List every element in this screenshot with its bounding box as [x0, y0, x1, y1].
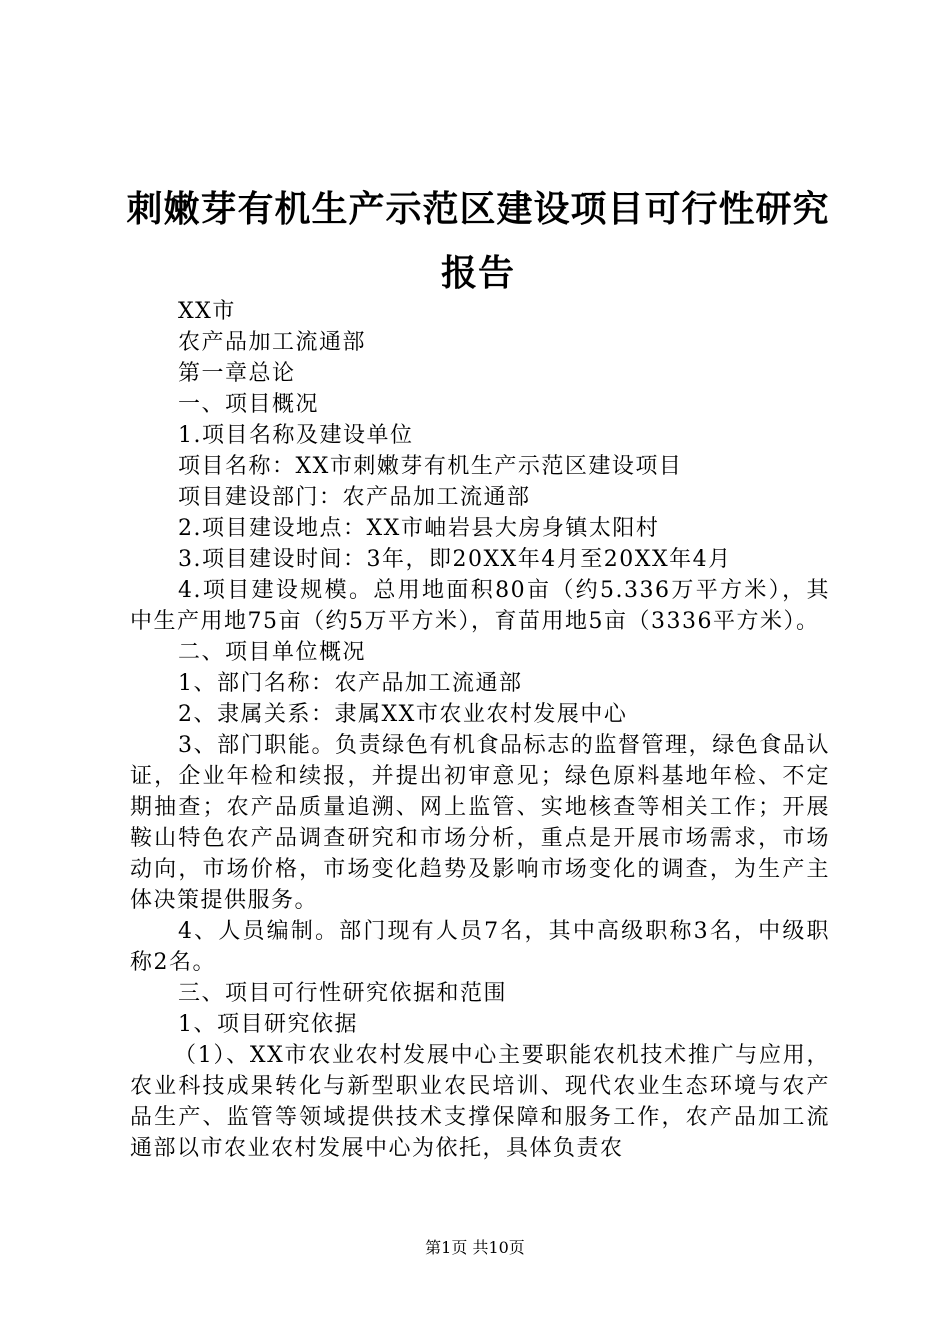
paragraph-project-scale: 4.项目建设规模。总用地面积80亩（约5.336万平方米），其中生产用地75亩（约5万平方米），育苗用地5亩（3336平方米）。	[130, 578, 830, 634]
section-heading-overview: 一、项目概况	[178, 392, 320, 417]
paragraph-basis-1: （1）、XX市农业农村发展中心主要职能农机技术推广与应用，农业科技成果转化与新型职业农民培训、现代农业生态环境与农产品生产、监管等领域提供技术支撑保障和服务工作，农产品加工流通部以市农业农村发展中心为依托，具体负责农	[130, 1043, 830, 1161]
paragraph-project-time: 3.项目建设时间：3年，即20XX年4月至20XX年4月	[178, 547, 732, 572]
page-footer: 第1页 共10页	[425, 1238, 525, 1257]
paragraph-affiliation: 2、隶属关系：隶属XX市农业农村发展中心	[178, 702, 628, 727]
paragraph-project-location: 2.项目建设地点：XX市岫岩县大房身镇太阳村	[178, 516, 660, 541]
paragraph-functions: 3、部门职能。负责绿色有机食品标志的监督管理，绿色食品认证，企业年检和续报，并提出初审意见；绿色原料基地年检、不定期抽查；农产品质量追溯、网上监管、实地核查等相关工作；开展鞍山特色农产品调查研究和市场分析，重点是开展市场需求，市场动向，市场价格，市场变化趋势及影响市场变化的调查，为生产主体决策提供服务。	[130, 733, 830, 913]
paragraph-city: XX市	[178, 299, 236, 324]
paragraph-project-name: 项目名称：XX市刺嫩芽有机生产示范区建设项目	[178, 454, 683, 479]
paragraph-project-department: 项目建设部门：农产品加工流通部	[178, 485, 531, 510]
paragraph-unit-name: 1、部门名称：农产品加工流通部	[178, 671, 523, 696]
subheading-research-basis: 1、项目研究依据	[178, 1012, 358, 1037]
section-heading-basis: 三、项目可行性研究依据和范围	[178, 981, 508, 1006]
document-body	[130, 296, 830, 1164]
section-heading-unit: 二、项目单位概况	[178, 640, 367, 665]
document-title: 刺嫩芽有机生产示范区建设项目可行性研究报告	[126, 189, 830, 294]
paragraph-staffing: 4、人员编制。部门现有人员7名，其中高级职称3名，中级职称2名。	[130, 919, 830, 975]
chapter-heading: 第一章总论	[178, 361, 296, 386]
paragraph-department: 农产品加工流通部	[178, 330, 367, 355]
subheading-project-name: 1.项目名称及建设单位	[178, 423, 414, 448]
